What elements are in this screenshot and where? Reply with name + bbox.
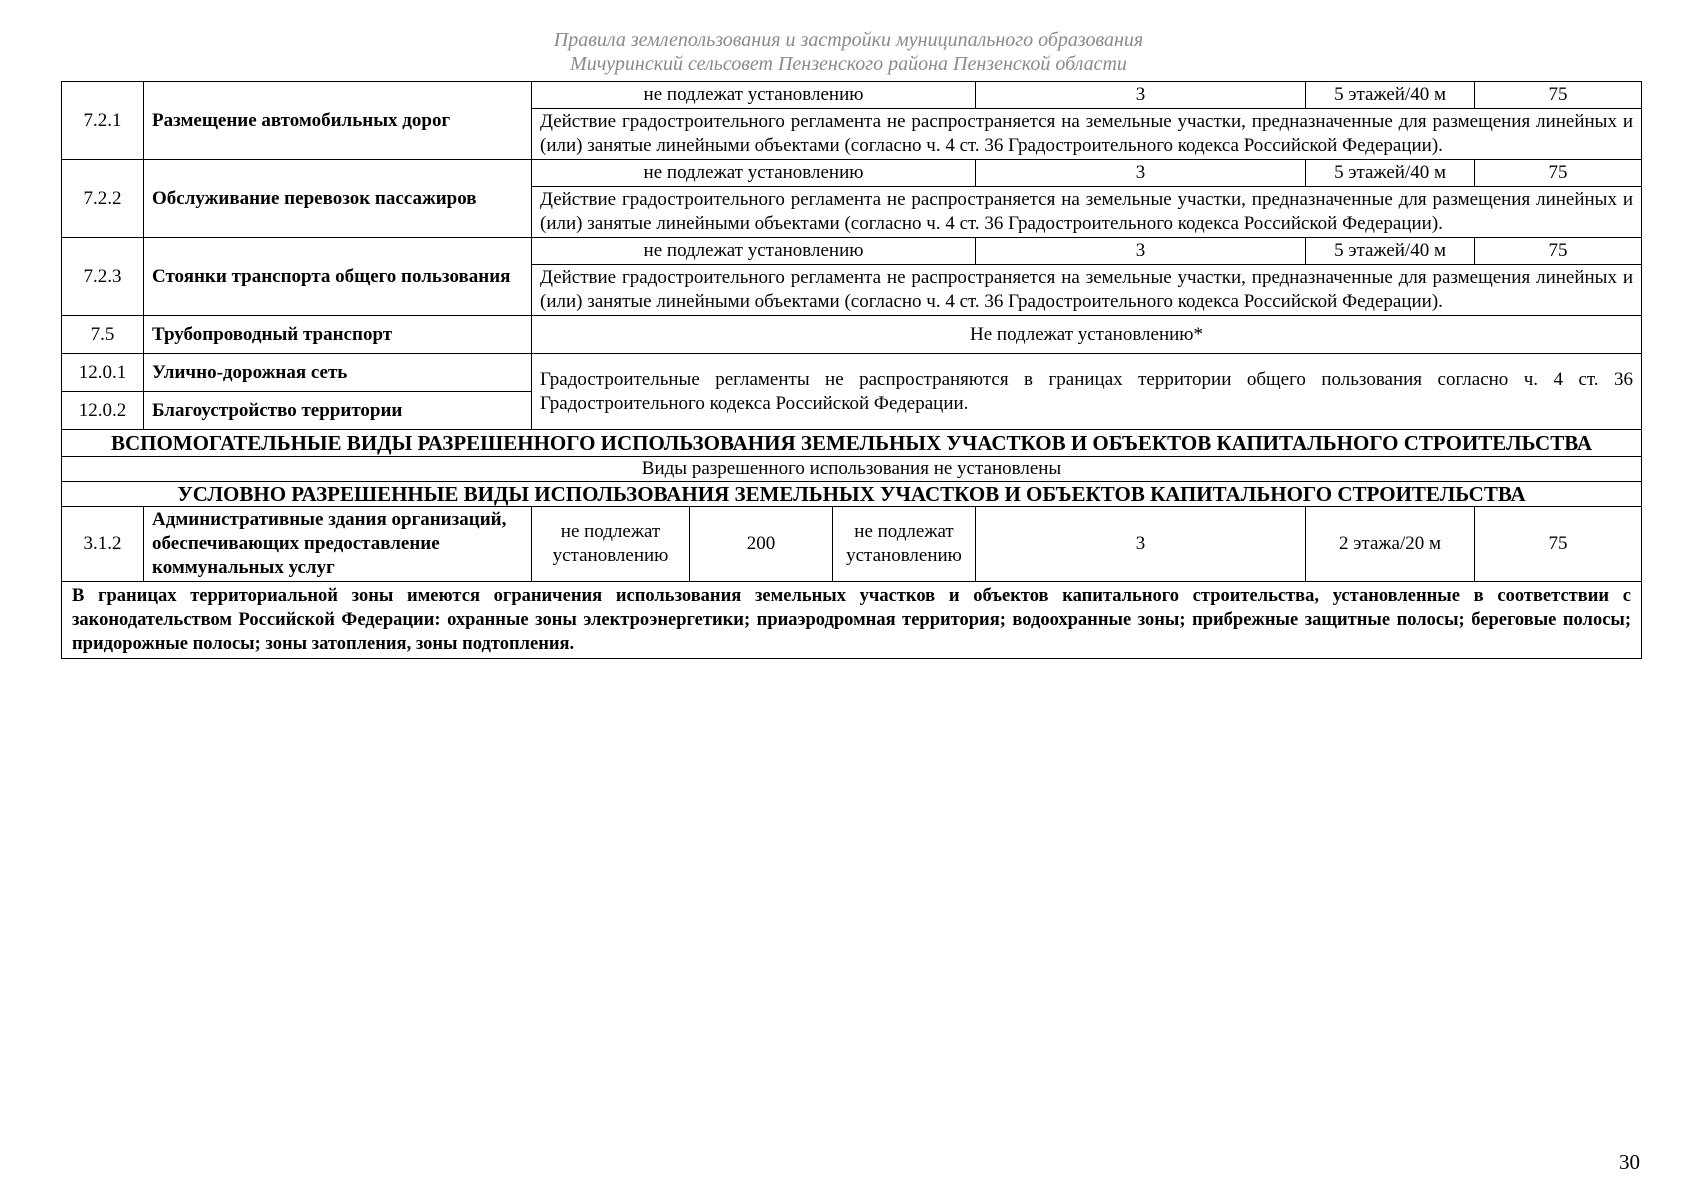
section-note: Виды разрешенного использования не установлены (62, 457, 1642, 482)
section-header-row (62, 430, 1642, 457)
page-header (0, 28, 1697, 76)
param-value: не подлежат установлению (532, 160, 976, 187)
table-row (62, 457, 1642, 482)
row-name: Трубопроводный транспорт (144, 316, 532, 354)
section-title-auxiliary: ВСПОМОГАТЕЛЬНЫЕ ВИДЫ РАЗРЕШЕННОГО ИСПОЛЬЗОВАНИЯ ЗЕМЕЛЬНЫХ УЧАСТКОВ И ОБЪЕКТОВ КАПИТАЛЬНОГО СТРОИТЕЛЬСТВА (62, 430, 1642, 457)
table-row (62, 160, 1642, 187)
param-value: 5 этажей/40 м (1306, 160, 1475, 187)
row-note: Действие градостроительного регламента не распространяется на земельные участки, предназначенные для размещения линейных и (или) занятые линейными объектами (согласно ч. 4 ст. 36 Градостроительного кодекса Российской Федерации). (532, 109, 1642, 160)
param-value: 3 (976, 507, 1306, 582)
row-code: 7.2.3 (62, 238, 144, 316)
param-value: 3 (976, 160, 1306, 187)
row-note: Действие градостроительного регламента не распространяется на земельные участки, предназначенные для размещения линейных и (или) занятые линейными объектами (согласно ч. 4 ст. 36 Градостроительного кодекса Российской Федерации). (532, 265, 1642, 316)
row-name: Обслуживание перевозок пассажиров (144, 160, 532, 238)
table-row (62, 354, 1642, 392)
page-number: 30 (1619, 1150, 1640, 1174)
param-value: 75 (1475, 507, 1642, 582)
param-value: не подлежат установлению (532, 238, 976, 265)
param-value: 200 (690, 507, 833, 582)
row-code: 7.2.2 (62, 160, 144, 238)
param-value: 75 (1475, 160, 1642, 187)
table-row (62, 507, 1642, 582)
param-value: 5 этажей/40 м (1306, 82, 1475, 109)
section-header-row (62, 482, 1642, 507)
row-note: Градостроительные регламенты не распространяются в границах территории общего пользования согласно ч. 4 ст. 36 Градостроительного кодекса Российской Федерации. (532, 354, 1642, 430)
regulations-table (61, 81, 1642, 659)
row-code: 7.5 (62, 316, 144, 354)
row-name: Стоянки транспорта общего пользования (144, 238, 532, 316)
row-code: 12.0.2 (62, 392, 144, 430)
row-code: 3.1.2 (62, 507, 144, 582)
row-note: Действие градостроительного регламента не распространяется на земельные участки, предназначенные для размещения линейных и (или) занятые линейными объектами (согласно ч. 4 ст. 36 Градостроительного кодекса Российской Федерации). (532, 187, 1642, 238)
row-name: Административные здания организаций, обеспечивающих предоставление коммунальных услуг (144, 507, 532, 582)
table-row (62, 82, 1642, 109)
row-name: Размещение автомобильных дорог (144, 82, 532, 160)
table-row (62, 238, 1642, 265)
row-code: 7.2.1 (62, 82, 144, 160)
row-name: Благоустройство территории (144, 392, 532, 430)
param-value: не подлежат установлению (532, 507, 690, 582)
param-value: 75 (1475, 238, 1642, 265)
table-row (62, 316, 1642, 354)
param-value: 3 (976, 82, 1306, 109)
section-title-conditional: УСЛОВНО РАЗРЕШЕННЫЕ ВИДЫ ИСПОЛЬЗОВАНИЯ ЗЕМЕЛЬНЫХ УЧАСТКОВ И ОБЪЕКТОВ КАПИТАЛЬНОГО СТРОИТЕЛЬСТВА (62, 482, 1642, 507)
restrictions-footnote: В границах территориальной зоны имеются ограничения использования земельных участков и объектов капитального строительства, установленные в соответствии с законодательством Российской Федерации: охранные зоны электроэнергетики; приаэродромная территория; водоохранные зоны; прибрежные защитные полосы; береговые полосы; придорожные полосы; зоны затопления, зоны подтопления. (62, 582, 1642, 659)
param-value: 75 (1475, 82, 1642, 109)
row-name: Улично-дорожная сеть (144, 354, 532, 392)
param-value: 2 этажа/20 м (1306, 507, 1475, 582)
header-line-1: Правила землепользования и застройки муниципального образования (553, 29, 1144, 51)
footnote-row (62, 582, 1642, 659)
param-value: не подлежат установлению (833, 507, 976, 582)
row-code: 12.0.1 (62, 354, 144, 392)
row-value: Не подлежат установлению* (532, 316, 1642, 354)
param-value: не подлежат установлению (532, 82, 976, 109)
header-line-2: Мичуринский сельсовет Пензенского района Пензенской области (570, 53, 1127, 75)
param-value: 5 этажей/40 м (1306, 238, 1475, 265)
param-value: 3 (976, 238, 1306, 265)
